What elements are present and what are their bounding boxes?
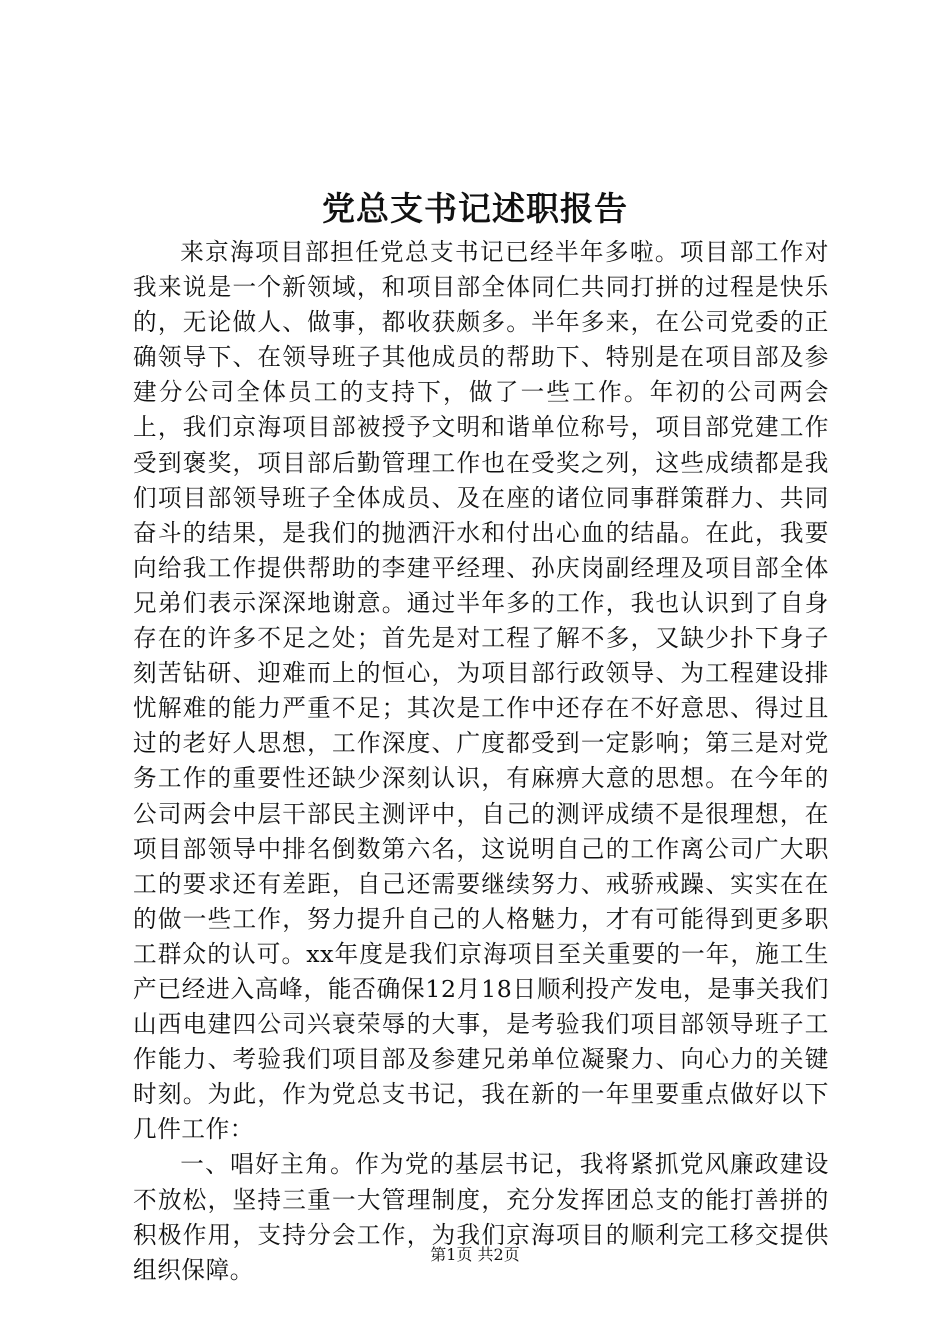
document-body	[133, 235, 829, 1288]
body-paragraph-2: 一、唱好主角。作为党的基层书记，我将紧抓党风廉政建设不放松，坚持三重一大管理制度，充分发挥团总支的能打善拼的积极作用，支持分会工作，为我们京海项目的顺利完工移交提供组织保障。	[133, 1150, 829, 1284]
document-title: 党总支书记述职报告	[322, 189, 628, 228]
body-paragraph-1: 来京海项目部担任党总支书记已经半年多啦。项目部工作对我来说是一个新领域，和项目部全体同仁共同打拼的过程是快乐的，无论做人、做事，都收获颇多。半年多来，在公司党委的正确领导下、在领导班子其他成员的帮助下、特别是在项目部及参建分公司全体员工的支持下，做了一些工作。年初的公司两会上，我们京海项目部被授予文明和谐单位称号，项目部党建工作受到褒奖，项目部后勤管理工作也在受奖之列，这些成绩都是我们项目部领导班子全体成员、及在座的诸位同事群策群力、共同奋斗的结果，是我们的抛洒汗水和付出心血的结晶。在此，我要向给我工作提供帮助的李建平经理、孙庆岗副经理及项目部全体兄弟们表示深深地谢意。通过半年多的工作，我也认识到了自身存在的许多不足之处；首先是对工程了解不多，又缺少扑下身子刻苦钻研、迎难而上的恒心，为项目部行政领导、为工程建设排忧解难的能力严重不足；其次是工作中还存在不好意思、得过且过的老好人思想，工作深度、广度都受到一定影响；第三是对党务工作的重要性还缺少深刻认识，有麻痹大意的思想。在今年的公司两会中层干部民主测评中，自己的测评成绩不是很理想，在项目部领导中排名倒数第六名，这说明自己的工作离公司广大职工的要求还有差距，自己还需要继续努力、戒骄戒躁、实实在在的做一些工作，努力提升自己的人格魅力，才有可能得到更多职工群众的认可。xx年度是我们京海项目至关重要的一年，施工生产已经进入高峰，能否确保12月18日顺利投产发电，是事关我们山西电建四公司兴衰荣辱的大事，是考验我们项目部领导班子工作能力、考验我们项目部及参建兄弟单位凝聚力、向心力的关键时刻。为此，作为党总支书记，我在新的一年里要重点做好以下几件工作：	[133, 238, 829, 1144]
page-number-footer: 第1页 共2页	[430, 1245, 520, 1264]
